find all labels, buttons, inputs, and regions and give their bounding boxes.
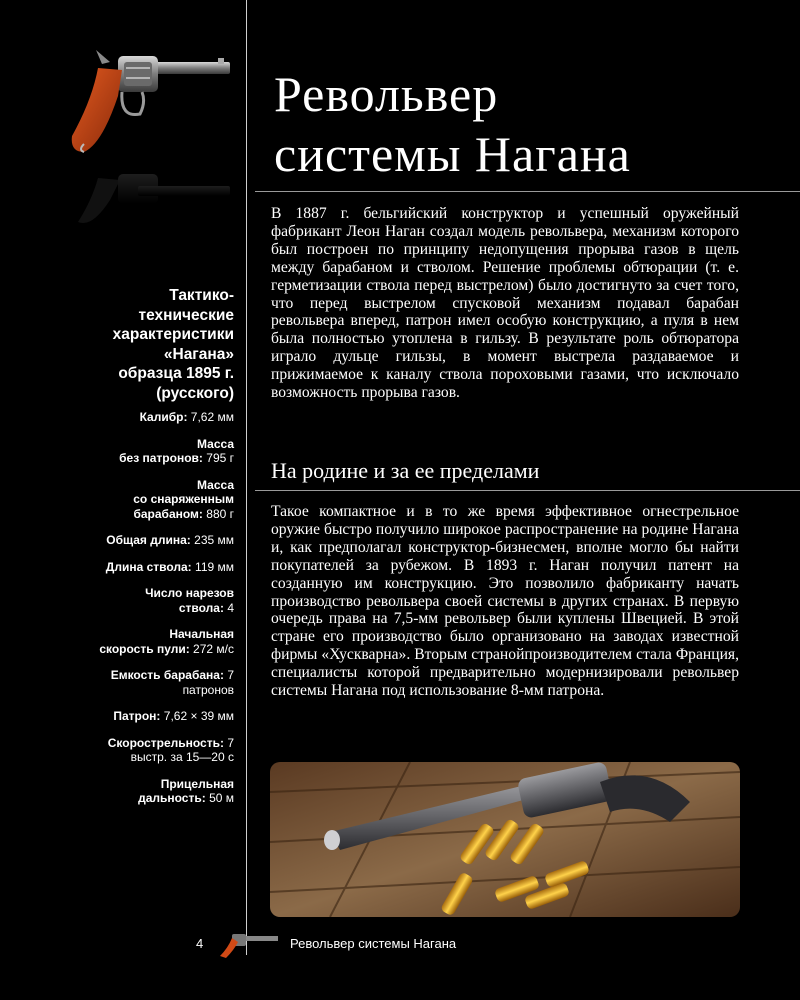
title-rule (255, 191, 800, 192)
article-paragraph-1: В 1887 г. бельгийский конструктор и успешный оружейный фабрикант Леон Наган создал модель револьвера, механизм которого был построен по принципу недопущения прорыва газов в щель между барабаном и стволом. Решение проблемы обтюрации (т. е. герметизации ствола перед выстрелом) было достигнуто за счет того, что перед выстрелом спусковой механизм подавал барабан револьвера вперед, патрон имел особую конструкцию, а пуля в нем была полностью утоплена в гильзу. В результате роль обтюратора играло дульце гильзы, в момент выстрела раздаваемое и прижимаемое к каналу ствола пороховыми газами, что исключало возможность прорыва газов. (271, 205, 739, 402)
running-title: Револьвер системы Нагана (290, 936, 457, 951)
title-line-2: системы Нагана (274, 126, 631, 182)
sidebar (0, 0, 246, 955)
heading-line: (русского) (156, 384, 234, 402)
heading-line: «Нагана» (163, 345, 234, 363)
spec-label: Емкость барабана: (110, 668, 224, 682)
spec-label: Общая длина: (106, 533, 191, 547)
spec-value: 7 патронов (182, 668, 234, 697)
spec-item (70, 668, 234, 697)
heading-line: характеристики (112, 326, 234, 343)
title-line-1: Револьвер (274, 66, 499, 122)
revolver-cartridges-photo (270, 762, 740, 917)
revolver-icon (210, 930, 280, 960)
spec-label: Масса без патронов: (119, 436, 234, 465)
spec-value: 795 г (206, 451, 234, 465)
spec-item (70, 586, 234, 615)
spec-item (70, 560, 234, 575)
spec-label: Масса со снаряженным барабаном: (133, 477, 234, 521)
spec-value: 272 м/с (193, 641, 234, 656)
page-footer (0, 930, 800, 960)
page-number: 4 (196, 936, 204, 951)
vertical-divider (246, 0, 247, 955)
page-title (274, 64, 631, 184)
spec-value: 50 м (209, 791, 234, 805)
spec-item (70, 736, 234, 765)
spec-value: 880 г (206, 506, 234, 521)
section-heading: На родине и за ее пределами (271, 458, 540, 483)
spec-item (70, 410, 234, 425)
heading-line: Тактико- (169, 287, 234, 304)
spec-label: Скорострельность: (107, 735, 224, 750)
spec-value: 235 мм (194, 533, 234, 547)
spec-item (70, 627, 234, 656)
spec-value: 4 (227, 600, 234, 615)
spec-label: Начальная скорость пули: (99, 627, 234, 656)
spec-value: 119 мм (195, 559, 234, 574)
spec-label: Прицельная дальность: (138, 776, 234, 805)
article-paragraph-2: Такое компактное и в то же время эффективное огнестрельное оружие быстро получило широкое распространение на родине Нагана и, как предполагал конструктор-бизнесмен, вполне могло бы найти покупателей за рубежом. В 1893 г. Наган получил патент на созданную им конструкцию. Это позволило фабриканту начать производство револьвера своей системы в других странах. В первую очередь права на 7,5-мм револьвер были куплены Швецией. В этой стране его производство было организовано на заводах известной фирмы «Хускварна». Вторым странойпроизводителем стала Франция, специалисты которой предварительно модернизировали револьвер системы Нагана под использование 8-мм патрона. (271, 503, 739, 700)
spec-item (70, 709, 234, 724)
heading-line: образца 1895 г. (118, 365, 234, 382)
spec-item (70, 533, 234, 548)
spec-list (70, 410, 234, 806)
spec-item (70, 777, 234, 806)
revolver-illustration (48, 40, 234, 240)
specifications-heading (70, 286, 234, 403)
spec-item (70, 437, 234, 466)
spec-label: Число нарезов ствола: (145, 586, 234, 615)
spec-label: Калибр: (139, 410, 188, 424)
heading-line: технические (138, 306, 234, 324)
spec-label: Патрон: (113, 709, 161, 723)
spec-label: Длина ствола: (105, 559, 192, 574)
spec-value: 7,62 × 39 мм (163, 709, 234, 723)
spec-item (70, 478, 234, 522)
section-rule (255, 490, 800, 491)
specifications-panel (70, 286, 234, 818)
spec-value: 7 выстр. за 15—20 с (130, 735, 234, 764)
spec-value: 7,62 мм (190, 410, 234, 424)
